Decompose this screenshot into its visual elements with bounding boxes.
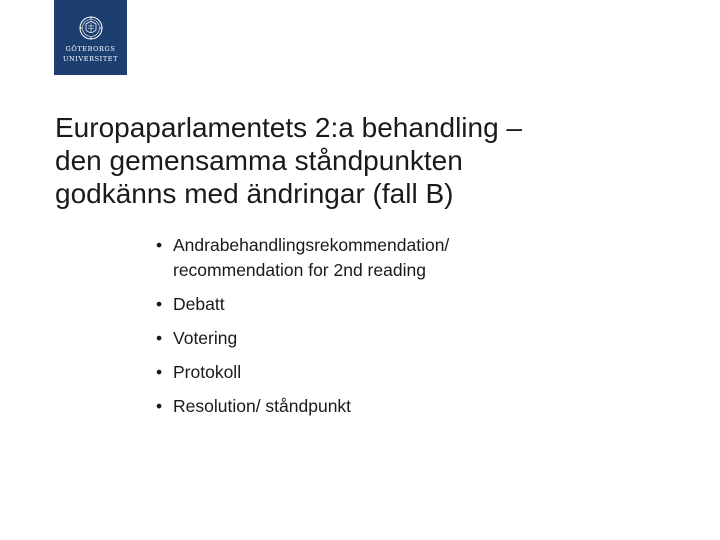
bullet-dot: • (156, 235, 163, 255)
slide-title-line: den gemensamma ståndpunkten (55, 145, 463, 176)
bullet-item-andrabehandlingsrekommendation (156, 233, 449, 283)
bullet-item-resolution (156, 394, 449, 419)
logo-text-line2: UNIVERSITET (62, 55, 119, 63)
bullet-dot: • (156, 328, 163, 348)
university-logo (54, 0, 127, 75)
bullet-list (156, 233, 449, 428)
bullet-text (173, 394, 449, 419)
bullet-text (173, 360, 449, 385)
slide-title (55, 111, 695, 210)
bullet-item-protokoll (156, 360, 449, 385)
bullet-text-line: recommendation for 2nd reading (173, 260, 426, 280)
bullet-text-line: Debatt (173, 294, 225, 314)
bullet-dot: • (156, 396, 163, 416)
bullet-text-line: Resolution/ ståndpunkt (173, 396, 352, 416)
university-seal-icon (79, 15, 103, 41)
bullet-dot: • (156, 362, 163, 382)
logo-text-line1: GÖTEBORGS (65, 45, 116, 53)
bullet-text-line: Andrabehandlingsrekommendation/ (173, 235, 450, 255)
slide-title-line: Europaparlamentets 2:a behandling – (55, 112, 523, 143)
bullet-text-line: Protokoll (173, 362, 242, 382)
bullet-text (173, 292, 449, 317)
slide-title-line: godkänns med ändringar (fall B) (55, 178, 454, 209)
bullet-dot: • (156, 294, 163, 314)
bullet-text (173, 326, 449, 351)
bullet-item-votering (156, 326, 449, 351)
bullet-item-debatt (156, 292, 449, 317)
bullet-text-line: Votering (173, 328, 238, 348)
bullet-text (173, 233, 449, 283)
